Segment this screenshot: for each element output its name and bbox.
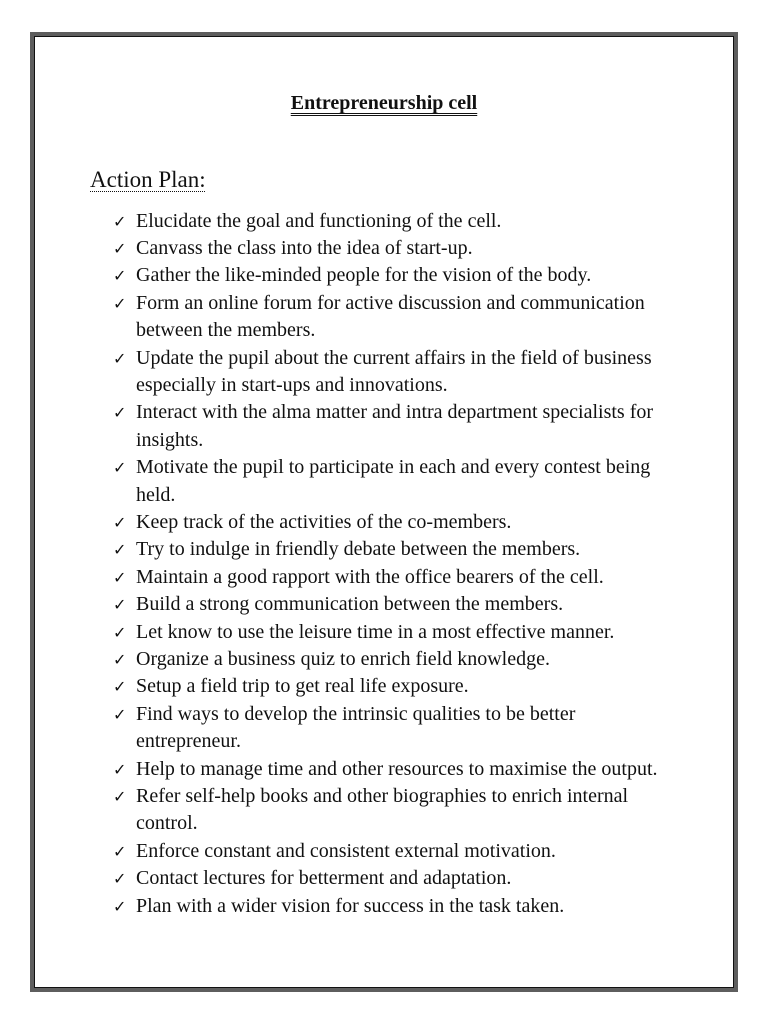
action-plan-item-text: Maintain a good rapport with the office bearers of the cell. — [136, 565, 604, 588]
action-plan-item-text: Keep track of the activities of the co-members. — [136, 510, 512, 533]
check-icon — [113, 865, 126, 892]
action-plan-item-text: Enforce constant and consistent external motivation. — [136, 839, 556, 862]
action-plan-item-text: Refer self-help books and other biographies to enrich internal control. — [136, 785, 629, 835]
action-plan-item-text: Contact lectures for betterment and adaptation. — [136, 867, 512, 890]
action-plan-item-text: Find ways to develop the intrinsic qualities to be better entrepreneur. — [136, 702, 576, 753]
check-icon — [113, 399, 126, 426]
action-plan-item — [136, 345, 672, 400]
check-icon — [113, 783, 126, 810]
action-plan-item — [136, 591, 672, 618]
check-icon — [113, 536, 126, 563]
action-plan-item — [136, 399, 672, 454]
action-plan-item — [136, 783, 672, 838]
document-title: Entrepreneurship cell — [290, 92, 478, 114]
action-plan-heading: Action Plan: — [90, 167, 206, 192]
action-plan-item — [136, 235, 672, 262]
action-plan-item — [136, 536, 672, 563]
action-plan-item — [136, 262, 672, 289]
check-icon — [113, 509, 126, 536]
check-icon — [113, 619, 126, 646]
action-plan-item-text: Canvass the class into the idea of start-up. — [136, 236, 473, 259]
check-icon — [113, 701, 126, 728]
action-plan-item — [136, 893, 672, 920]
action-plan-item-text: Form an online forum for active discussion and communication between the members. — [136, 291, 645, 342]
check-icon — [113, 290, 126, 317]
action-plan-item-text: Plan with a wider vision for success in the task taken. — [136, 894, 565, 917]
action-plan-item-text: Motivate the pupil to participate in each and every contest being held. — [136, 456, 651, 506]
check-icon — [113, 345, 126, 372]
action-plan-item-text: Build a strong communication between the members. — [136, 593, 564, 616]
action-plan-item-text: Interact with the alma matter and intra department specialists for insights. — [136, 401, 654, 451]
action-plan-item — [136, 756, 672, 783]
action-plan-item-text: Update the pupil about the current affairs in the field of business especially in start-ups and innovations. — [136, 346, 652, 396]
check-icon — [113, 893, 126, 920]
action-plan-item — [136, 619, 672, 646]
action-plan-item — [136, 290, 672, 345]
action-plan-item-text: Try to indulge in friendly debate between the members. — [136, 538, 581, 561]
action-plan-item — [136, 454, 672, 509]
action-plan-item-text: Gather the like-minded people for the vision of the body. — [136, 264, 592, 287]
action-plan-item-text: Organize a business quiz to enrich field knowledge. — [136, 648, 550, 670]
action-plan-item — [136, 509, 672, 536]
check-icon — [113, 262, 126, 289]
action-plan-list — [136, 208, 672, 921]
action-plan-item — [136, 646, 672, 673]
check-icon — [113, 208, 126, 235]
check-icon — [113, 564, 126, 591]
check-icon — [113, 235, 126, 262]
action-plan-item — [136, 701, 672, 756]
check-icon — [113, 756, 126, 783]
action-plan-item — [136, 673, 672, 700]
check-icon — [113, 646, 126, 673]
check-icon — [113, 673, 126, 700]
action-plan-item — [136, 564, 672, 591]
check-icon — [113, 591, 126, 618]
action-plan-item — [136, 865, 672, 892]
action-plan-item — [136, 208, 672, 235]
action-plan-item-text: Elucidate the goal and functioning of the cell. — [136, 209, 502, 232]
action-plan-item-text: Help to manage time and other resources to maximise the output. — [136, 757, 658, 780]
check-icon — [113, 838, 126, 865]
check-icon — [113, 454, 126, 481]
action-plan-item — [136, 838, 672, 865]
action-plan-item-text: Let know to use the leisure time in a most effective manner. — [136, 620, 615, 643]
action-plan-item-text: Setup a field trip to get real life exposure. — [136, 675, 469, 698]
